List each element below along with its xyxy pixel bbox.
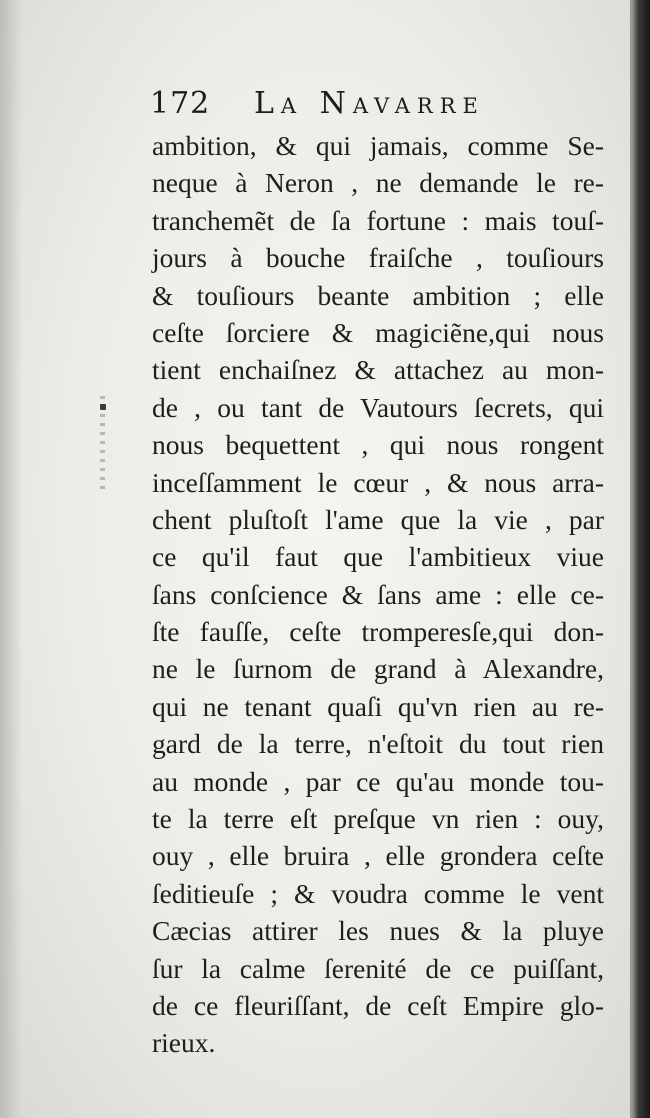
text-line: tient enchaiſnez & attachez au mon- [152, 354, 604, 386]
text-line: chent pluſtoſt l'ame que la vie , par [152, 503, 604, 535]
text-line: & touſiours beante ambition ; elle [152, 279, 604, 311]
text-line: ſur la calme ſerenité de ce puiſſant, [152, 952, 604, 984]
binding-edge [632, 0, 650, 1118]
text-line: ne le ſurnom de grand à Alexandre, [152, 653, 604, 685]
page-number: 172 [150, 86, 211, 121]
text-line: ceſte ſorciere & magiciẽne,qui nous [152, 316, 604, 348]
text-line: gard de la terre, n'eſtoit du tout rien [152, 728, 604, 760]
text-line: inceſſamment le cœur , & nous arra- [152, 466, 604, 498]
text-line: de ce fleuriſſant, de ceſt Empire glo- [152, 989, 604, 1021]
running-title: La Navarre [254, 86, 485, 121]
bleed-through-marks [100, 396, 105, 492]
text-line: Cæcias attirer les nues & la pluye [152, 915, 604, 947]
text-line: de , ou tant de Vautours ſecrets, qui [152, 391, 604, 423]
text-line: ouy , elle bruira , elle grondera ceſte [152, 840, 604, 872]
running-header [150, 78, 610, 128]
margin-mark [100, 404, 106, 410]
text-line: nous bequettent , qui nous rongent [152, 429, 604, 461]
text-line: te la terre eſt preſque vn rien : ouy, [152, 803, 604, 835]
text-line: ce qu'il faut que l'ambitieux viue [152, 541, 604, 573]
text-line: tranchemẽt de ſa fortune : mais touſ- [152, 204, 604, 236]
text-line: neque à Neron , ne demande le re- [152, 167, 604, 199]
left-margin-shadow [0, 0, 22, 1118]
text-line: ſeditieuſe ; & voudra comme le vent [152, 877, 604, 909]
text-line: ambition, & qui jamais, comme Se- [152, 130, 604, 161]
text-line: au monde , par ce qu'au monde tou- [152, 765, 604, 797]
text-line: qui ne tenant quaſi qu'vn rien au re- [152, 690, 604, 722]
text-line: rieux. [152, 1027, 216, 1059]
body-text [152, 127, 604, 1062]
text-line: jours à bouche fraiſche , touſiours [152, 242, 604, 274]
text-line: ſte fauſſe, ceſte tromperesſe,qui don- [152, 616, 604, 648]
text-line: ſans conſcience & ſans ame : elle ce- [152, 578, 604, 610]
